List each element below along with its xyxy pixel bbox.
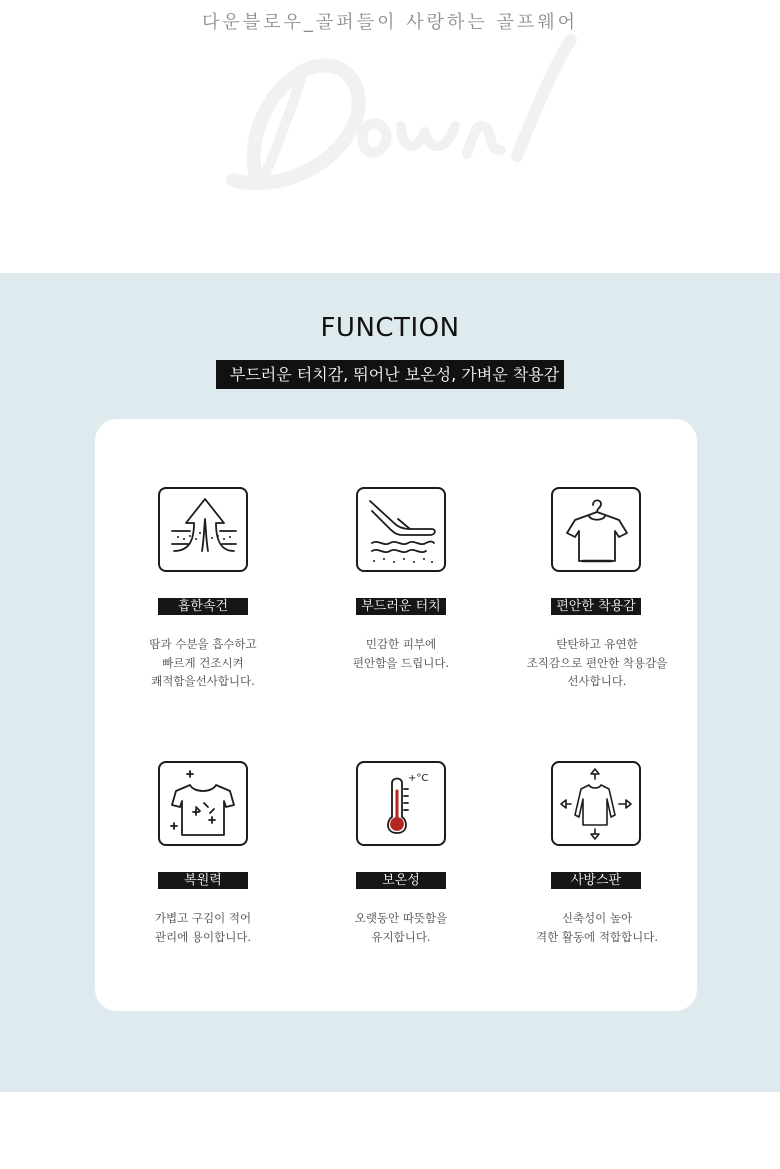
- svg-text:+°C: +°C: [408, 773, 429, 784]
- feature-description: 가볍고 구김이 적어 관리에 용이합니다.: [154, 911, 252, 944]
- feature-label: 사방스판: [551, 872, 641, 889]
- feature-description: 오랫동안 따뜻함을 유지합니다.: [354, 911, 448, 944]
- feature-description: 탄탄하고 유연한 조직감으로 편안한 착용감을 선사합니다.: [526, 637, 668, 688]
- thermometer-icon: [356, 761, 446, 846]
- section-subtitle: 부드러운 터치감, 뛰어난 보온성, 가벼운 착용감: [216, 360, 564, 389]
- feature-description: 민감한 피부에 편안함을 드립니다.: [352, 637, 450, 670]
- function-section: [0, 273, 780, 1092]
- section-title: FUNCTION: [320, 313, 460, 343]
- comfortable-fit-icon: [551, 487, 641, 572]
- feature-label: 복원력: [158, 872, 248, 889]
- brand-tagline: 다운블로우_골퍼들이 사랑하는 골프웨어: [201, 12, 579, 33]
- feature-description: 신축성이 높아 격한 활동에 적합합니다.: [535, 911, 659, 944]
- soft-touch-icon: [356, 487, 446, 572]
- feature-label: 보온성: [356, 872, 446, 889]
- feature-description: 땀과 수분을 흡수하고 빠르게 건조시켜 쾌적함을선사합니다.: [149, 637, 257, 688]
- four-way-stretch-icon: [551, 761, 641, 846]
- moisture-wicking-icon: [158, 487, 248, 572]
- feature-label: 흡한속건: [158, 598, 248, 615]
- recovery-icon: [158, 761, 248, 846]
- features-card: [95, 419, 697, 1011]
- feature-label: 부드러운 터치: [356, 598, 446, 615]
- feature-label: 편안한 착용감: [551, 598, 641, 615]
- brand-watermark-logo: [205, 30, 585, 200]
